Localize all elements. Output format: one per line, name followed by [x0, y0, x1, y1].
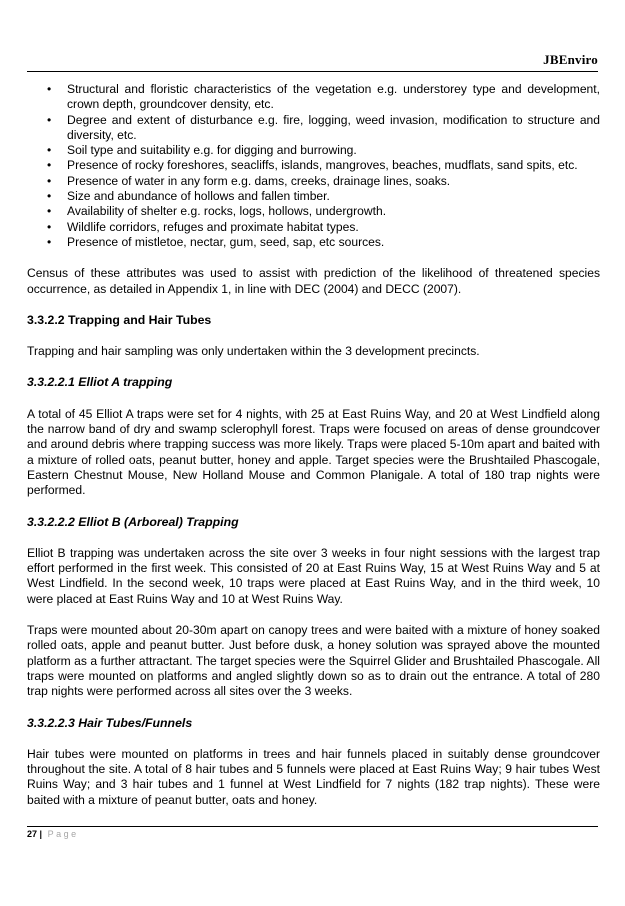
elliot-b-paragraph-2: Traps were mounted about 20-30m apart on canopy trees and were baited with a mixture of honey soaked rolled oats, apple and peanut butter. Just before dusk, a honey solution was sprayed above the mounted platform as a further attractant. The target species were the Squirrel Glider and Brushtailed Phascogale. All traps were mounted on platforms and angled slightly down so as to drain out the entrance. A total of 280 trap nights were performed across all sites over the 3 weeks. [27, 623, 600, 699]
trapping-intro-paragraph: Trapping and hair sampling was only undertaken within the 3 development precincts. [27, 344, 480, 359]
list-item: • Soil type and suitability e.g. for digging and burrowing. [67, 143, 600, 158]
list-item: • Degree and extent of disturbance e.g. fire, logging, weed invasion, modification to structure and diversity, etc. [67, 113, 600, 144]
list-item: • Size and abundance of hollows and fallen timber. [67, 189, 600, 204]
list-item: • Presence of water in any form e.g. dams, creeks, drainage lines, soaks. [67, 174, 600, 189]
list-item: • Presence of rocky foreshores, seacliffs, islands, mangroves, beaches, mudflats, sand spits, etc. [67, 158, 600, 173]
list-item: • Wildlife corridors, refuges and proximate habitat types. [67, 220, 600, 235]
page-content [27, 82, 600, 808]
header-rule [27, 71, 598, 72]
page-footer [27, 829, 79, 839]
elliot-b-paragraph-1: Elliot B trapping was undertaken across the site over 3 weeks in four night sessions with the largest trap effort performed in the first week. This consisted of 20 at East Ruins Way, 15 at West Ruins Way and 5 at West Lindfield. In the second week, 10 traps were placed at East Ruins Way, and in the third week, 10 were placed at East Ruins Way and 10 at West Ruins Way. [27, 545, 600, 606]
footer-rule [27, 826, 598, 827]
page-number: 27 [27, 829, 38, 839]
census-paragraph: Census of these attributes was used to assist with prediction of the likelihood of threatened species occurrence, as detailed in Appendix 1, in line with DEC (2004) and DECC (2007). [27, 266, 600, 296]
subsection-heading-elliot-a: 3.3.2.2.1 Elliot A trapping [27, 375, 173, 390]
page-label: Page [47, 829, 79, 839]
subsection-heading-elliot-b: 3.3.2.2.2 Elliot B (Arboreal) Trapping [27, 514, 239, 529]
hair-tubes-paragraph: Hair tubes were mounted on platforms in trees and hair funnels placed in suitably dense groundcover throughout the site. A total of 8 hair tubes and 5 funnels were placed at East Ruins Way; 9 hair tubes West Ruins Way; and 3 hair tubes and 1 funnel at West Lindfield for 7 nights (182 trap nights). These were baited with a mixture of peanut butter, oats and honey. [27, 746, 600, 807]
habitat-attribute-list [27, 82, 600, 250]
list-item: • Availability of shelter e.g. rocks, logs, hollows, undergrowth. [67, 204, 600, 219]
header-logo: JBEnviro [543, 52, 598, 67]
footer-separator: | [39, 829, 43, 839]
list-item: • Structural and floristic characteristics of the vegetation e.g. understorey type and development, crown depth, groundcover density, etc. [67, 82, 600, 113]
list-item: • Presence of mistletoe, nectar, gum, seed, sap, etc sources. [67, 235, 600, 250]
elliot-a-paragraph: A total of 45 Elliot A traps were set for 4 nights, with 25 at East Ruins Way, and 20 at West Lindfield along the narrow band of dry and swamp sclerophyll forest. Traps were focused on areas of dense groundcover and around debris where trapping success was more likely. Traps were placed 5-10m apart and baited with a mixture of rolled oats, peanut butter, honey and apple. Target species were the Brushtailed Phascogale, Eastern Chestnut Mouse, New Holland Mouse and Common Planigale. A total of 180 trap nights were performed. [27, 406, 600, 498]
subsection-heading-hair-tubes: 3.3.2.2.3 Hair Tubes/Funnels [27, 715, 193, 730]
section-heading-trapping: 3.3.2.2 Trapping and Hair Tubes [27, 312, 212, 327]
